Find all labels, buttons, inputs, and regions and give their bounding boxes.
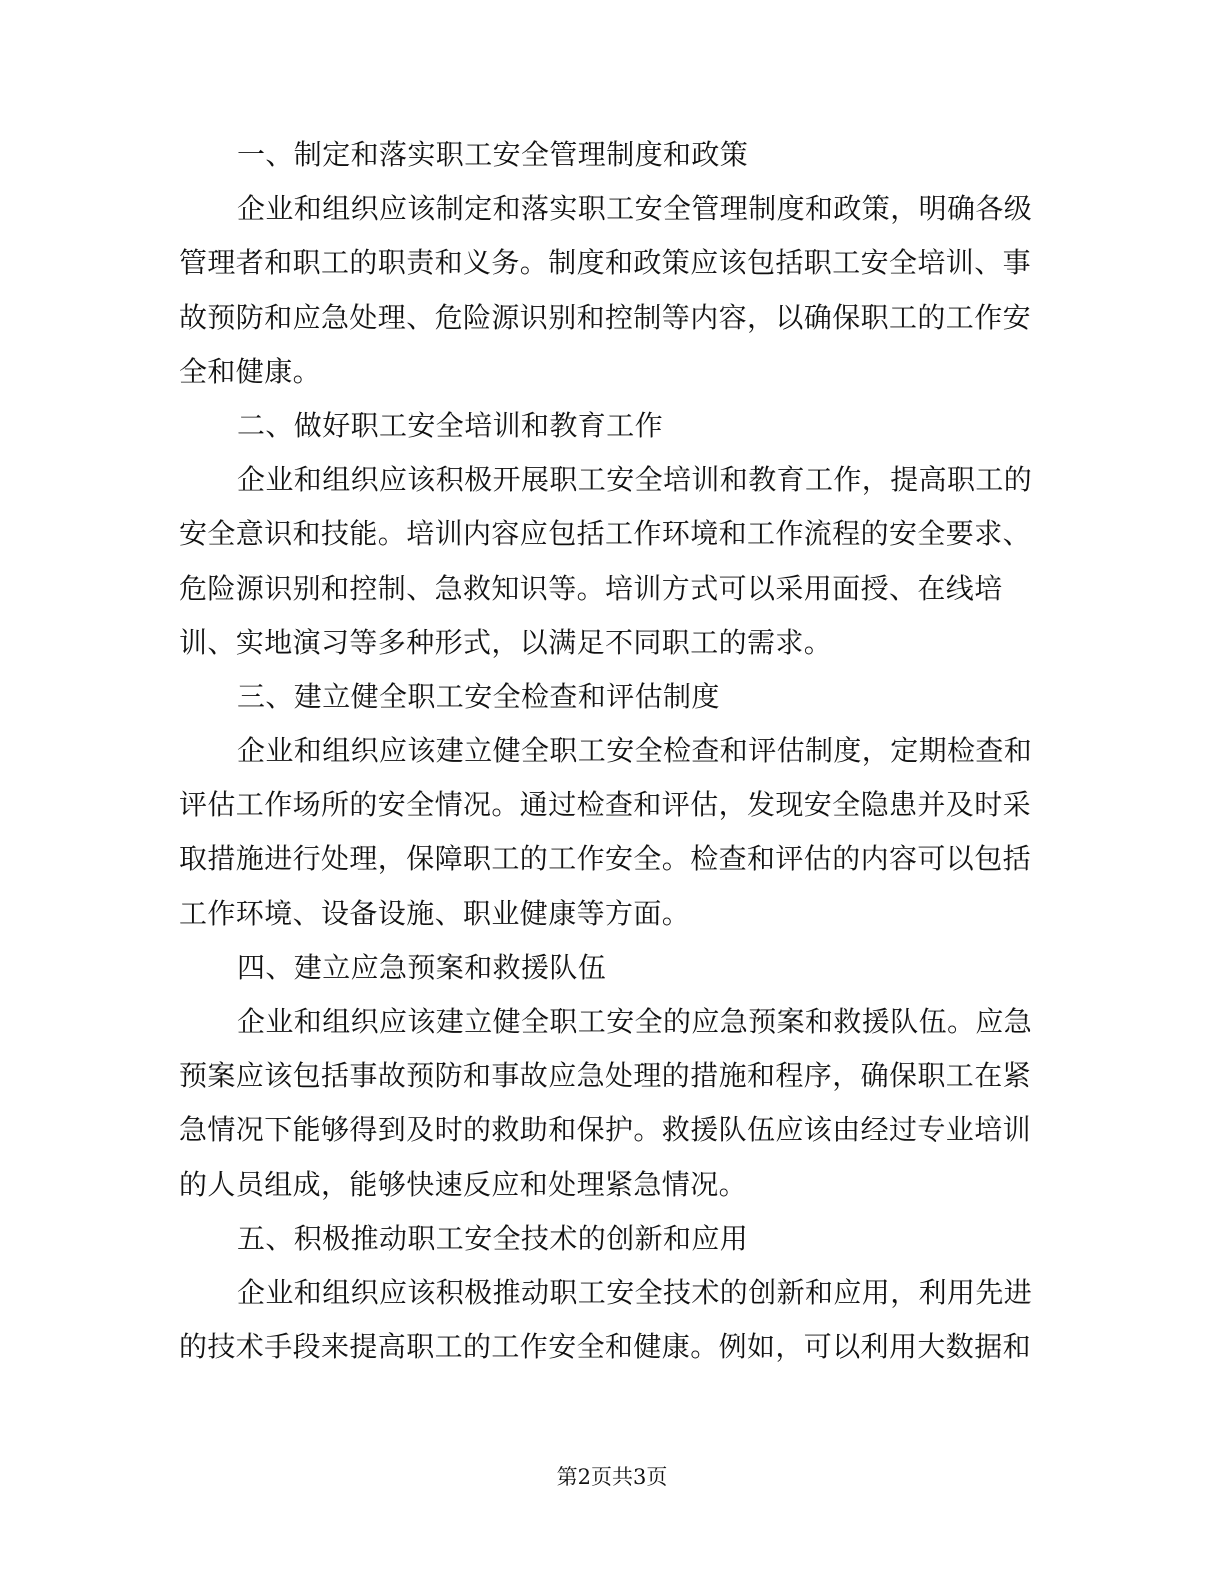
paragraph-line: 评估工作场所的安全情况。通过检查和评估，发现安全隐患并及时采 (179, 788, 1032, 822)
paragraph-line: 预案应该包括事故预防和事故应急处理的措施和程序，确保职工在紧 (179, 1059, 1032, 1093)
paragraph-line: 急情况下能够得到及时的救助和保护。救援队伍应该由经过专业培训 (179, 1113, 1032, 1147)
paragraph-line: 取措施进行处理，保障职工的工作安全。检查和评估的内容可以包括 (179, 842, 1032, 876)
paragraph-line: 工作环境、设备设施、职业健康等方面。 (179, 896, 691, 930)
paragraph-line: 管理者和职工的职责和义务。制度和政策应该包括职工安全培训、事 (179, 246, 1032, 280)
paragraph-first-line: 企业和组织应该建立健全职工安全的应急预案和救援队伍。应急 (237, 1005, 1033, 1038)
paragraph-first-line: 三、建立健全职工安全检查和评估制度 (237, 679, 720, 713)
paragraph-line: 故预防和应急处理、危险源识别和控制等内容，以确保职工的工作安 (179, 300, 1032, 334)
paragraph-line: 安全意识和技能。培训内容应包括工作环境和工作流程的安全要求、 (179, 517, 1032, 551)
paragraph-line: 的技术手段来提高职工的工作安全和健康。例如，可以利用大数据和 (179, 1330, 1032, 1364)
document-body (179, 128, 1045, 1374)
paragraph-first-line: 二、做好职工安全培训和教育工作 (237, 408, 664, 442)
paragraph-line: 的人员组成，能够快速反应和处理紧急情况。 (179, 1167, 748, 1201)
paragraph-first-line: 一、制定和落实职工安全管理制度和政策 (237, 138, 749, 171)
paragraph-first-line: 企业和组织应该积极开展职工安全培训和教育工作，提高职工的 (237, 463, 1033, 497)
paragraph-line: 全和健康。 (179, 354, 322, 388)
paragraph-first-line: 四、建立应急预案和救援队伍 (237, 950, 607, 984)
page-footer: 第2页共3页 (556, 1465, 668, 1489)
paragraph-line: 危险源识别和控制、急救知识等。培训方式可以采用面授、在线培 (179, 571, 1003, 605)
paragraph-line: 训、实地演习等多种形式，以满足不同职工的需求。 (179, 625, 833, 659)
paragraph-first-line: 企业和组织应该积极推动职工安全技术的创新和应用，利用先进 (237, 1275, 1033, 1309)
paragraph-first-line: 企业和组织应该制定和落实职工安全管理制度和政策，明确各级 (237, 192, 1033, 226)
paragraph-first-line: 五、积极推动职工安全技术的创新和应用 (237, 1221, 749, 1255)
paragraph-first-line: 企业和组织应该建立健全职工安全检查和评估制度，定期检查和 (237, 734, 1033, 768)
